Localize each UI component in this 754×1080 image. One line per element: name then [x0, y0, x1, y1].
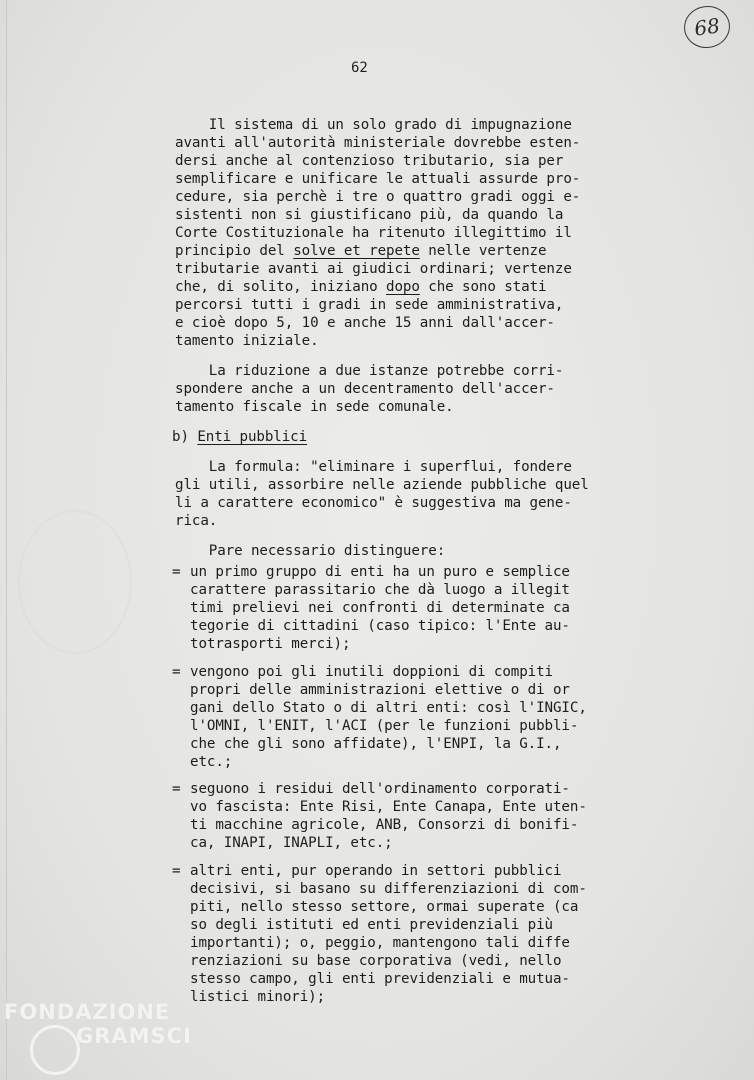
text-line: tributarie avanti ai giudici ordinari; vertenze	[175, 261, 572, 277]
text-line: un primo gruppo di enti ha un puro e semplice	[190, 564, 570, 580]
text-line: stesso campo, gli enti previdenziali e mutua-	[190, 971, 570, 987]
text-line: cedure, sia perchè i tre o quattro gradi oggi e-	[175, 189, 581, 205]
text-line: che, di solito, iniziano dopo che sono stati	[175, 279, 547, 295]
text-line: spondere anche a un decentramento dell'accer-	[175, 381, 555, 397]
list-marker: =	[172, 863, 181, 879]
text-line: semplificare e unificare le attuali assurde pro-	[175, 171, 581, 187]
text-line: carattere parassitario che dà luogo a illegit	[190, 582, 570, 598]
body-text	[172, 116, 645, 560]
text-line: percorsi tutti i gradi in sede amministrativa,	[175, 297, 564, 313]
text-line: La formula: "eliminare i superflui, fondere	[175, 459, 572, 475]
text-line: decisivi, si basano su differenziazioni di com-	[190, 881, 587, 897]
watermark-line-1: FONDAZIONE	[4, 1000, 171, 1024]
text-line: gani dello Stato o di altri enti: così l'INGIC,	[190, 700, 587, 716]
text-line: rica.	[175, 513, 218, 529]
list-marker: =	[172, 564, 181, 580]
section-heading: b) Enti pubblici	[172, 429, 308, 445]
text-line: tegorie di cittadini (caso tipico: l'Ente au-	[190, 618, 570, 634]
text-line: e cioè dopo 5, 10 e anche 15 anni dall'accer-	[175, 315, 555, 331]
faded-seal	[18, 510, 132, 654]
text-line: ti macchine agricole, ANB, Consorzi di bonifi-	[190, 817, 579, 833]
page-number: 62	[351, 60, 368, 76]
text-line: sistenti non si giustificano più, da quando la	[175, 207, 564, 223]
text-line: tamento iniziale.	[175, 333, 319, 349]
text-line: propri delle amministrazioni elettive o di or	[190, 682, 570, 698]
text-line: so degli istituti ed enti previdenziali più	[190, 917, 553, 933]
text-line-underlined-phrase: principio del solve et repete nelle vertenze	[175, 243, 547, 259]
watermark	[4, 1000, 192, 1048]
text-line: avanti all'autorità ministeriale dovrebbe esten-	[175, 135, 581, 151]
underlined-phrase: solve et repete	[293, 243, 420, 259]
text-line: etc.;	[190, 754, 233, 770]
underlined-phrase: Enti pubblici	[197, 429, 308, 445]
text-line: listici minori);	[190, 989, 326, 1005]
text-line: ca, INAPI, INAPLI, etc.;	[190, 835, 393, 851]
archive-circled-number: 68	[681, 3, 732, 51]
watermark-line-2: GRAMSCI	[76, 1024, 192, 1048]
text-line: totrasporti merci);	[190, 636, 351, 652]
text-line: Corte Costituzionale ha ritenuto illegittimo il	[175, 225, 572, 241]
text-line: che che gli sono affidate), l'ENPI, la G.I.,	[190, 736, 562, 752]
text-line: Il sistema di un solo grado di impugnazione	[175, 117, 572, 133]
text-line: gli utili, assorbire nelle aziende pubbliche quel	[175, 477, 589, 493]
text-line: vengono poi gli inutili doppioni di compiti	[190, 664, 553, 680]
text-line: vo fascista: Ente Risi, Ente Canapa, Ente uten-	[190, 799, 587, 815]
text-line: importanti); o, peggio, mantengono tali diffe	[190, 935, 570, 951]
text-line: Pare necessario distinguere:	[175, 543, 446, 559]
page-edge-line	[6, 0, 7, 1080]
watermark-logo-icon	[30, 1025, 80, 1075]
text-line: tamento fiscale in sede comunale.	[175, 399, 454, 415]
text-line: li a carattere economico" è suggestiva ma gene-	[175, 495, 572, 511]
text-line: La riduzione a due istanze potrebbe corri-	[175, 363, 564, 379]
text-line: timi prelievi nei confronti di determinate ca	[190, 600, 570, 616]
text-line: altri enti, pur operando in settori pubblici	[190, 863, 562, 879]
text-line: piti, nello stesso settore, ormai superate (ca	[190, 899, 579, 915]
list-marker: =	[172, 664, 181, 680]
text-line: renziazioni su base corporativa (vedi, nello	[190, 953, 562, 969]
underlined-phrase: dopo	[386, 279, 420, 295]
text-line: l'OMNI, l'ENIT, l'ACI (per le funzioni pubbli-	[190, 718, 579, 734]
text-line: dersi anche al contenzioso tributario, sia per	[175, 153, 564, 169]
text-line: seguono i residui dell'ordinamento corporati-	[190, 781, 570, 797]
list-marker: =	[172, 781, 181, 797]
